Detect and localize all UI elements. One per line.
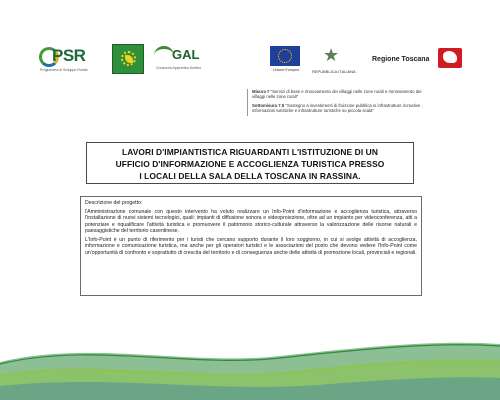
psr-logo: [36, 44, 96, 74]
italian-republic-emblem-icon: [320, 44, 342, 66]
description-paragraph-1: l'Amministrazione comunale con questo intervento ha voluto realizzare un Info-Point d'informazione e accoglienza turistica, attraverso l'installazione di nuovi sistemi tecnologici, quali: impianti di diffusione sonora e videoproiezione, oltre ad un impianto per videoconferenza, atti a potenziare e riqualificare l'attività turistica e promuovere il patrimonio storico-culturale attraverso la valorizzazione delle risorse naturali e paesaggistiche del territorio casentinese.: [85, 208, 417, 234]
eu-caption: Unione Europea: [273, 68, 299, 72]
republic-caption: REPUBBLICA ITALIANA: [312, 69, 356, 74]
star-icon: ★: [323, 45, 340, 65]
sottomisura-paragraph: [252, 103, 434, 114]
gal-arc-icon: [154, 46, 174, 65]
title-line-3: I LOCALI DELLA SALA DELLA TOSCANA IN RASSINA.: [139, 171, 361, 181]
tuscany-pegasus-icon: [438, 48, 462, 68]
decorative-wave: [0, 300, 500, 400]
sottomisura-text: "Sostegno a investimenti di fruizione pubblica in infrastrutture ricreative , informazioni turistiche e infrastrutture turistiche su piccola scala": [252, 102, 423, 113]
misura-paragraph: [252, 89, 434, 100]
misura-text: "Servizi di base e rinnovamento dei villaggi nelle zone rurali e rinnovamento dei villaggi nelle zone rurali": [252, 89, 422, 100]
description-box: [80, 196, 422, 296]
title-box: [86, 142, 414, 184]
description-heading: Descrizione del progetto:: [85, 200, 143, 206]
gal-logo: [154, 44, 224, 74]
psr-logo-caption: Programma di Sviluppo Rurale: [40, 68, 88, 72]
pegasus-shape: [443, 51, 457, 63]
title-line-1: LAVORI D'IMPIANTISTICA RIGUARDANTI L'ISTITUZIONE DI UN: [122, 147, 378, 157]
description-paragraph-2: L'Info-Point è un punto di riferimento per i turisti che cercano supporto durante il loro soggiorno, in cui si svolge attività di accoglienza, informazione e comunicazione turistica, ma anche per gli operatori turistici e le associazioni del posto che devono vedere l'Info-Point come un'opportunità di confronto e soprattutto di crescita del territorio e di conseguenza anche delle attività di promozione locali, provinciali e regionali.: [85, 236, 417, 256]
gal-logo-caption: Consorzio Appennino Aretino: [156, 66, 202, 70]
psr-logo-text: PSR: [52, 46, 86, 65]
gal-logo-text: GAL: [172, 47, 200, 62]
project-title: [87, 146, 413, 182]
misura-label: Misura 7: [252, 89, 270, 94]
sottomisura-label: Sottomisura 7.5: [252, 102, 285, 108]
leaf-icon: [125, 55, 133, 63]
leader-logo: [112, 44, 144, 74]
logo-bar: [36, 40, 466, 80]
region-label: Regione Toscana: [372, 56, 430, 63]
title-line-2: UFFICIO D'INFORMAZIONE E ACCOGLIENZA TURISTICA PRESSO: [115, 159, 385, 169]
measure-block: [247, 89, 434, 116]
eu-stars-ring-icon: [278, 49, 292, 63]
eu-flag-icon: [270, 46, 300, 66]
